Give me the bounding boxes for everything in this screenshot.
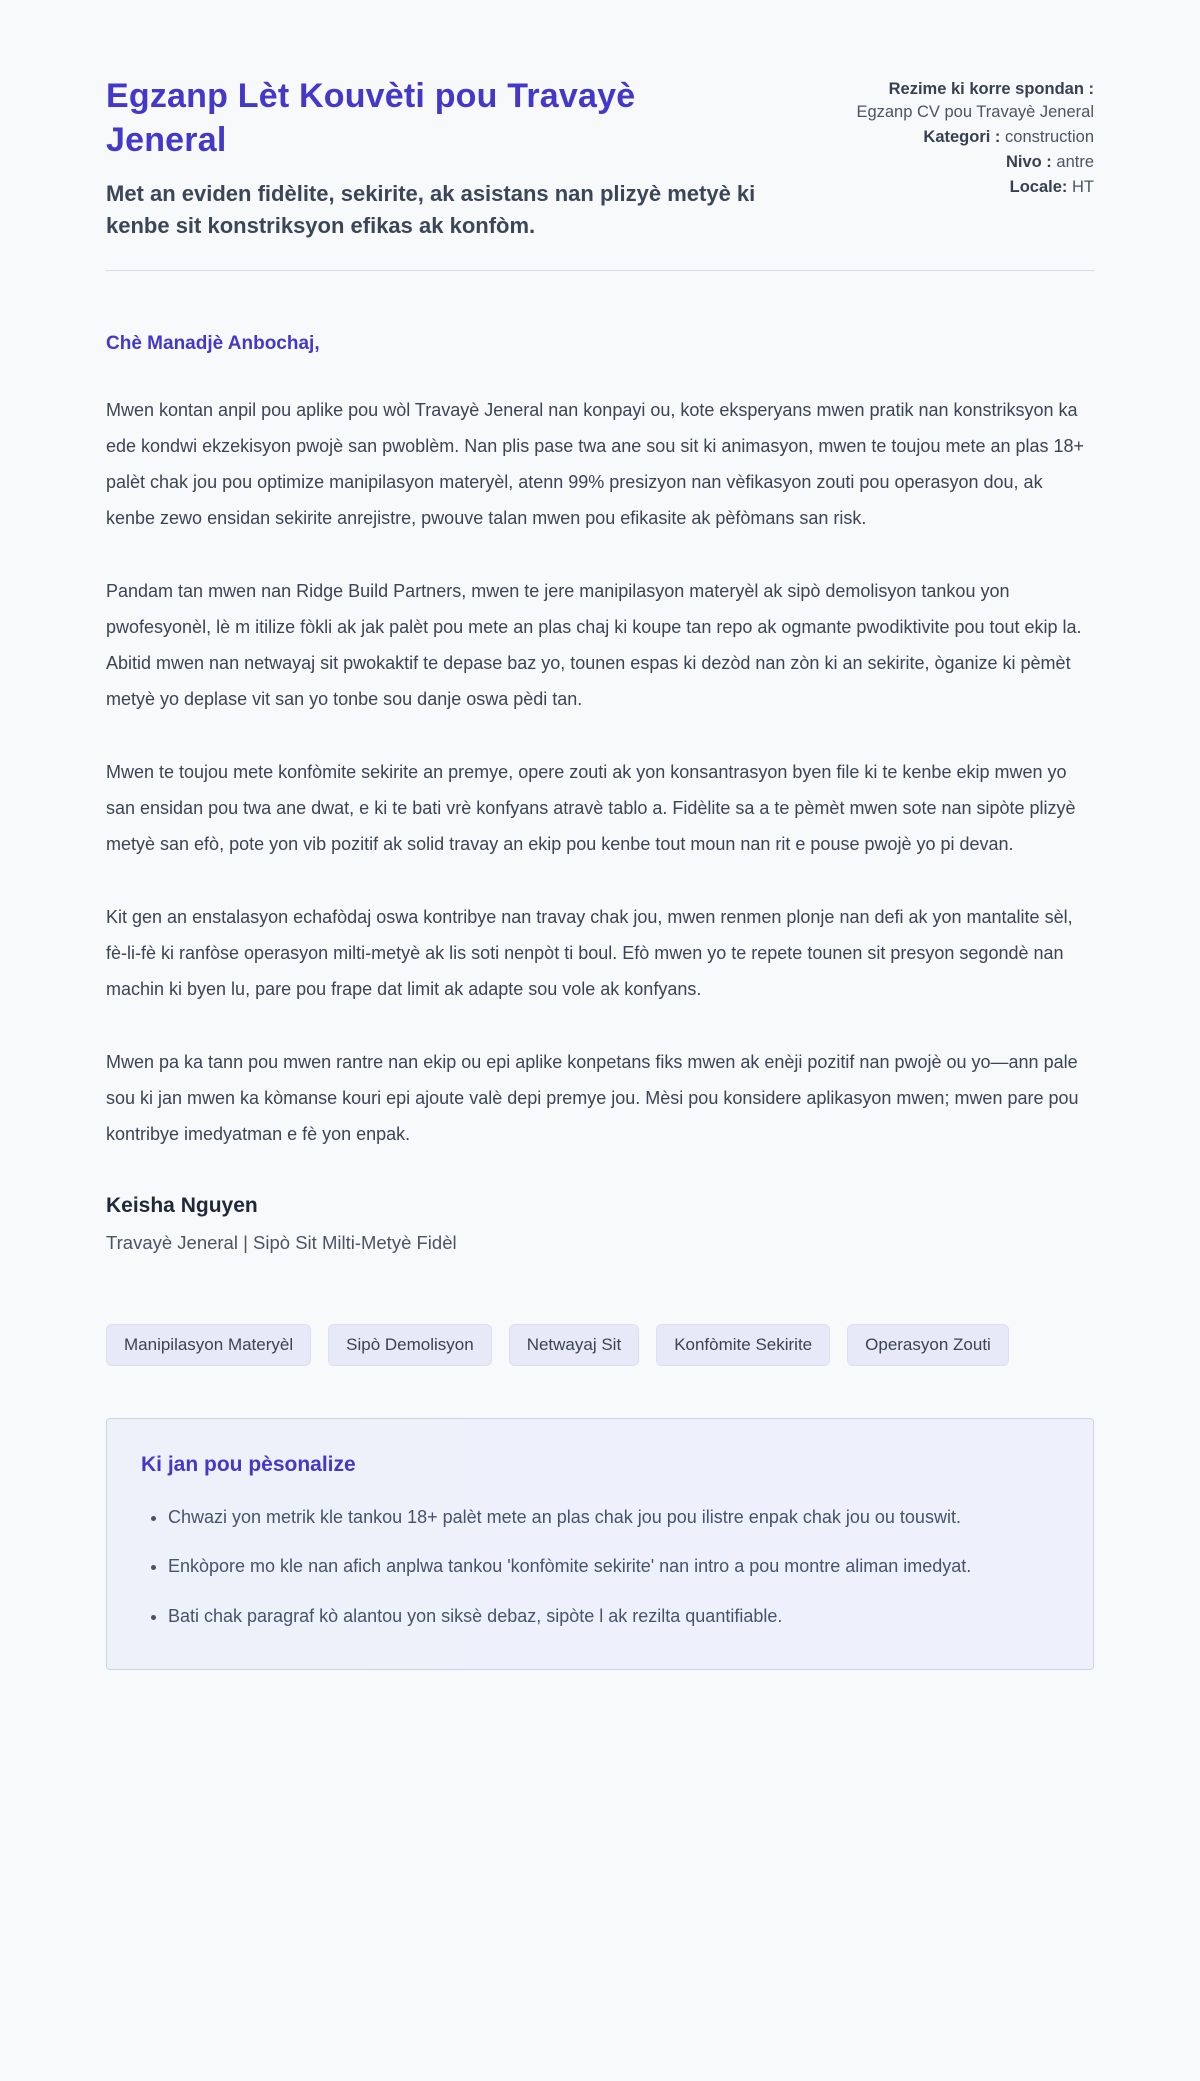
- header-divider: [106, 270, 1094, 271]
- meta-panel: [842, 74, 1094, 201]
- letter-paragraph: Pandam tan mwen nan Ridge Build Partners, mwen te jere manipilasyon materyèl ak sipò demolisyon tankou yon pwofesyonèl, lè m itilize fòkli ak jak palèt pou mete an plas chaj ki koupe tan repo ak ogmante pwodiktivite pou tout ekip la. Abitid mwen nan netwayaj sit pwokaktif te depase baz yo, tounen espas ki dezòd nan zòn ki an sekirite, òganize ki pèmèt metyè yo deplase vit san yo tonbe sou danje oswa pèdi tan.: [106, 581, 1082, 710]
- meta-value: antre: [1056, 153, 1094, 172]
- callout-bullet: • Bati chak paragraf kò alantou yon siksè debaz, sipòte l ak rezilta quantifiable.: [168, 1600, 1059, 1633]
- meta-item-resume: [842, 78, 1094, 124]
- meta-item-level: [842, 151, 1094, 174]
- skill-tag: Manipilasyon Materyèl: [106, 1324, 311, 1366]
- skill-tag: Sipò Demolisyon: [328, 1324, 492, 1366]
- page-container: [106, 0, 1094, 1727]
- letter-paragraph: Mwen te toujou mete konfòmite sekirite an premye, opere zouti ak yon konsantrasyon byen file ki te kenbe ekip mwen yo san ensidan pou twa ane dwat, e ki te bati vrè konfyans atravè tablo a. Fidèlite sa a te pèmèt mwen sote nan sipòte plizyè metyè san efò, pote yon vib pozitif ak solid travay an ekip pou kenbe tout moun nan rit e pouse pwojè yo pi devan.: [106, 762, 1076, 855]
- meta-label: Kategori :: [923, 128, 1001, 147]
- signature-name: Keisha Nguyen: [106, 1194, 258, 1218]
- callout-bullet: • Chwazi yon metrik kle tankou 18+ palèt mete an plas chak jou pou ilistre enpak chak jou ou touswit.: [168, 1501, 1059, 1534]
- skill-tag: Operasyon Zouti: [847, 1324, 1009, 1366]
- letter-paragraph: Mwen kontan anpil pou aplike pou wòl Travayè Jeneral nan konpayi ou, kote eksperyans mwen pratik nan konstriksyon ka ede kondwi ekzekisyon pwojè san pwoblèm. Nan plis pase twa ane sou sit ki animasyon, mwen te toujou mete an plas 18+ palèt chak jou pou optimize manipilasyon materyèl, atenn 99% presizyon nan vèfikasyon zouti pou operasyon dou, ak kenbe zewo ensidan sekirite anrejistre, pwouve talan mwen pou efikasite ak pèfòmans san risk.: [106, 400, 1085, 529]
- callout-bullet-list: [141, 1501, 1059, 1633]
- letter-paragraph: Mwen pa ka tann pou mwen rantre nan ekip ou epi aplike konpetans fiks mwen ak enèji pozitif nan pwojè ou yo—ann pale sou ki jan mwen ka kòmanse kouri epi ajoute valè depi premye jou. Mèsi pou konsidere aplikasyon mwen; mwen pare pou kontribye imedyatman e fè yon enpak.: [106, 1052, 1079, 1145]
- page-subtitle: Met an eviden fidèlite, sekirite, ak asistans nan plizyè metyè ki kenbe sit konstriksyon efikas ak konfòm.: [106, 181, 756, 239]
- signature-role: Travayè Jeneral | Sipò Sit Milti-Metyè Fidèl: [106, 1232, 457, 1254]
- meta-label: Rezime ki korre spondan :: [888, 80, 1094, 98]
- personalize-callout: [106, 1418, 1094, 1670]
- meta-item-locale: [842, 176, 1094, 199]
- page-title: Egzanp Lèt Kouvèti pou Travayè Jeneral: [106, 77, 636, 160]
- skill-tags-row: [106, 1324, 1094, 1366]
- letter-greeting: Chè Manadjè Anbochaj,: [106, 333, 320, 355]
- header: [106, 74, 1094, 242]
- letter-paragraph: Kit gen an enstalasyon echafòdaj oswa kontribye nan travay chak jou, mwen renmen plonje nan defi ak yon mantalite sèl, fè-li-fè ki ranfòse operasyon milti-metyè ak lis soti nenpòt ti boul. Efò mwen yo te repete tounen sit presyon segondè nan machin ki byen lu, pare pou frape dat limit ak adapte sou vole ak konfyans.: [106, 907, 1073, 1000]
- callout-bullet: • Enkòpore mo kle nan afich anplwa tankou 'konfòmite sekirite' nan intro a pou montre aliman imedyat.: [168, 1550, 1059, 1583]
- meta-label: Locale:: [1009, 178, 1068, 197]
- header-left: [106, 74, 842, 242]
- meta-value: construction: [1005, 128, 1094, 147]
- skill-tag: Konfòmite Sekirite: [656, 1324, 830, 1366]
- meta-value: HT: [1072, 178, 1094, 197]
- meta-label: Nivo :: [1005, 153, 1052, 172]
- meta-item-category: [842, 126, 1094, 149]
- letter-body: [106, 333, 1094, 1254]
- meta-value: Egzanp CV pou Travayè Jeneral: [856, 103, 1094, 122]
- skill-tag: Netwayaj Sit: [509, 1324, 639, 1366]
- callout-title: Ki jan pou pèsonalize: [141, 1453, 356, 1477]
